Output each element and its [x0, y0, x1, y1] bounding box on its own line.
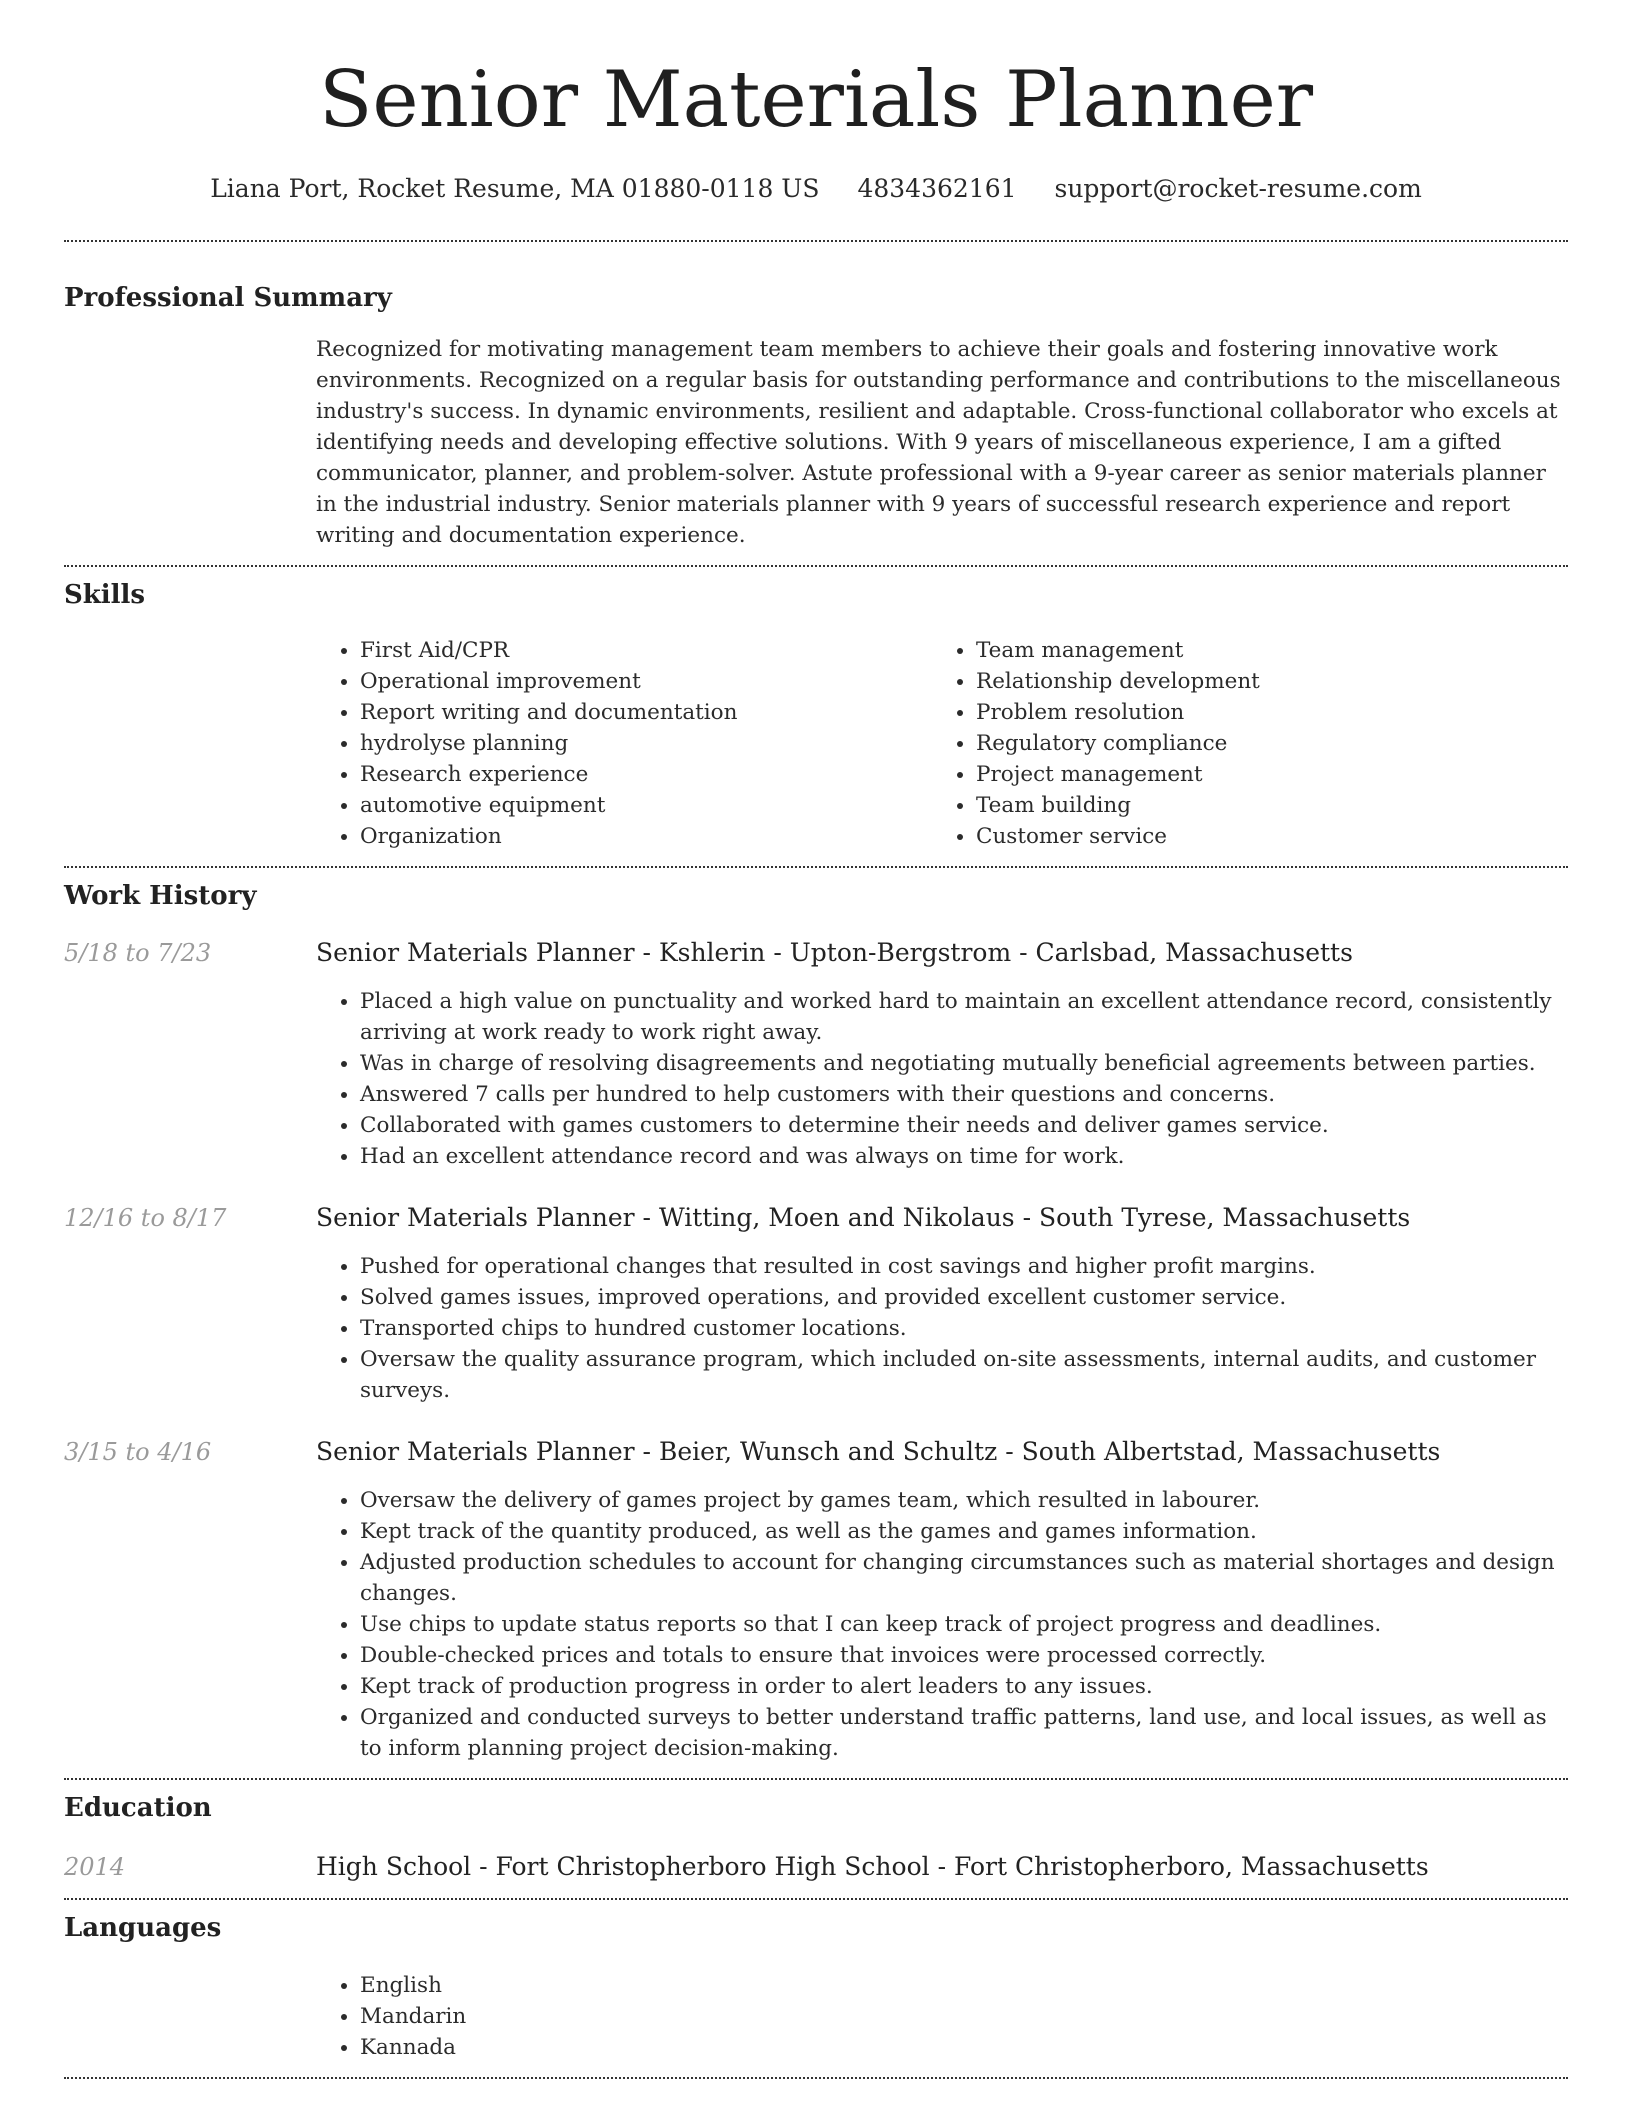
contact-line: [64, 172, 1568, 206]
work-heading: Work History: [64, 881, 257, 911]
skill-item: • First Aid/CPR: [360, 635, 932, 666]
job-bullet: • Had an excellent attendance record and was always on time for work.: [360, 1141, 1568, 1172]
skill-item: • Organization: [360, 821, 932, 852]
job-details: [316, 1201, 1568, 1406]
skill-item: • Team management: [976, 635, 1548, 666]
summary-section: [64, 242, 1568, 565]
job-bullet: • Answered 7 calls per hundred to help customers with their questions and concerns.: [360, 1079, 1568, 1110]
language-item: • Mandarin: [360, 2001, 1568, 2032]
job-details: [316, 936, 1568, 1172]
job-bullet: • Solved games issues, improved operations, and provided excellent customer service.: [360, 1282, 1568, 1313]
job-details: [316, 1435, 1568, 1764]
job-dates: 3/15 to 4/16: [64, 1438, 212, 1466]
education-entry: [64, 1850, 1568, 1898]
job-title: Senior Materials Planner - Kshlerin - Upton-Bergstrom - Carlsbad, Massachusetts: [316, 938, 1353, 967]
job-bullet: • Transported chips to hundred customer locations.: [360, 1313, 1568, 1344]
skill-item: • Project management: [976, 759, 1548, 790]
skills-column-left: [316, 635, 932, 852]
skills-grid: [316, 635, 1568, 866]
job-dates: 12/16 to 8/17: [64, 1204, 227, 1232]
job-entry: [64, 1435, 1568, 1764]
education-heading: Education: [64, 1793, 212, 1823]
job-bullet: • Use chips to update status reports so that I can keep track of project progress and deadlines.: [360, 1609, 1568, 1640]
job-bullet: • Kept track of production progress in order to alert leaders to any issues.: [360, 1671, 1568, 1702]
job-bullet: • Placed a high value on punctuality and worked hard to maintain an excellent attendance record, consistently arriving at work ready to work right away.: [360, 986, 1568, 1048]
skill-item: • Report writing and documentation: [360, 697, 932, 728]
contact-address: Liana Port, Rocket Resume, MA 01880-0118 US: [210, 174, 820, 203]
skill-item: • Problem resolution: [976, 697, 1548, 728]
skill-item: • Relationship development: [976, 666, 1548, 697]
job-bullet: • Oversaw the delivery of games project by games team, which resulted in labourer.: [360, 1485, 1568, 1516]
job-title: Senior Materials Planner - Beier, Wunsch and Schultz - South Albertstad, Massachusetts: [316, 1437, 1441, 1466]
job-dates: 5/18 to 7/23: [64, 939, 212, 967]
divider: [64, 2077, 1568, 2079]
job-bullet: • Pushed for operational changes that resulted in cost savings and higher profit margins.: [360, 1251, 1568, 1282]
summary-heading: Professional Summary: [64, 283, 392, 313]
skill-item: • Operational improvement: [360, 666, 932, 697]
languages-heading: Languages: [64, 1913, 222, 1943]
skill-item: • Team building: [976, 790, 1548, 821]
skills-column-right: [932, 635, 1548, 852]
job-title: Senior Materials Planner - Witting, Moen and Nikolaus - South Tyrese, Massachusetts: [316, 1203, 1411, 1232]
job-bullet: • Kept track of the quantity produced, as well as the games and games information.: [360, 1516, 1568, 1547]
contact-email: support@rocket-resume.com: [1054, 174, 1422, 203]
language-item: • English: [360, 1970, 1568, 2001]
education-section: [64, 1780, 1568, 1898]
skill-item: • automotive equipment: [360, 790, 932, 821]
contact-phone: 4834362161: [857, 174, 1017, 203]
education-year: 2014: [64, 1853, 126, 1881]
job-bullet: • Was in charge of resolving disagreements and negotiating mutually beneficial agreements between parties.: [360, 1048, 1568, 1079]
job-entry: [64, 936, 1568, 1172]
job-bullet: • Adjusted production schedules to account for changing circumstances such as material shortages and design changes.: [360, 1547, 1568, 1609]
skills-section: [64, 567, 1568, 866]
skills-heading: Skills: [64, 580, 146, 610]
job-bullet: • Oversaw the quality assurance program, which included on-site assessments, internal audits, and customer surveys.: [360, 1344, 1568, 1406]
job-bullet: • Double-checked prices and totals to ensure that invoices were processed correctly.: [360, 1640, 1568, 1671]
skill-item: • Customer service: [976, 821, 1548, 852]
education-details: High School - Fort Christopherboro High School - Fort Christopherboro, Massachusetts: [316, 1852, 1429, 1881]
languages-section: [64, 1900, 1568, 2077]
job-bullet: • Organized and conducted surveys to better understand traffic patterns, land use, and local issues, as well as to inform planning project decision-making.: [360, 1702, 1568, 1764]
skill-item: • Regulatory compliance: [976, 728, 1548, 759]
summary-text: Recognized for motivating management team members to achieve their goals and fostering innovative work environments. Recognized on a regular basis for outstanding performance and contributions to the miscellaneous industry's success. In dynamic environments, resilient and adaptable. Cross-functional collaborator who excels at identifying needs and developing effective solutions. With 9 years of miscellaneous experience, I am a gifted communicator, planner, and problem-solver. Astute professional with a 9-year career as senior materials planner in the industrial industry. Senior materials planner with 9 years of successful research experience and report writing and documentation experience.: [316, 337, 1561, 548]
languages-list: [316, 1970, 1568, 2077]
resume-title: Senior Materials Planner: [318, 55, 1314, 145]
job-entry: [64, 1201, 1568, 1406]
skill-item: • Research experience: [360, 759, 932, 790]
job-bullet: • Collaborated with games customers to determine their needs and deliver games service.: [360, 1110, 1568, 1141]
skill-item: • hydrolyse planning: [360, 728, 932, 759]
language-item: • Kannada: [360, 2032, 1568, 2063]
work-section: [64, 868, 1568, 1778]
